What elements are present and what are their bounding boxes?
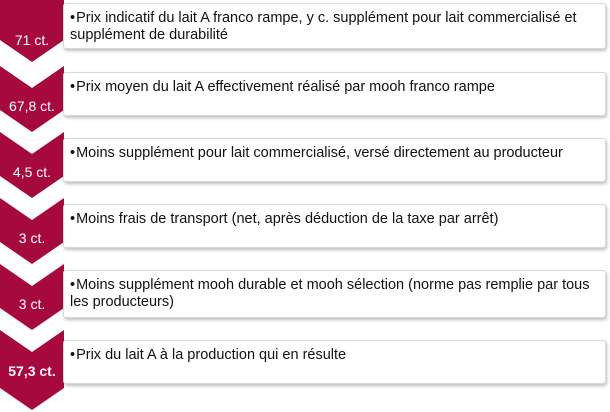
step-5-text: Moins supplément mooh durable et mooh sélection (norme pas remplie par tous les producteurs) — [70, 277, 590, 310]
step-3-box — [63, 138, 606, 182]
step-6-box — [63, 340, 606, 384]
bullet: • — [70, 211, 76, 227]
step-1-text: Prix indicatif du lait A franco rampe, y c. supplément pour lait commercialisé et supplément de durabilité — [70, 10, 577, 43]
bullet: • — [70, 145, 76, 161]
step-2-box — [63, 72, 606, 116]
step-6-value: 57,3 ct. — [8, 363, 56, 379]
step-2-text: Prix moyen du lait A effectivement réalisé par mooh franco rampe — [76, 79, 495, 95]
step-3-value: 4,5 ct. — [12, 164, 52, 180]
step-5-value: 3 ct. — [18, 296, 46, 312]
step-4-value: 3 ct. — [18, 230, 46, 246]
step-4-text: Moins frais de transport (net, après déduction de la taxe par arrêt) — [76, 211, 499, 227]
step-3-text: Moins supplément pour lait commercialisé, versé directement au producteur — [76, 145, 563, 161]
chevron-column — [0, 0, 64, 412]
step-5-box — [63, 270, 606, 318]
bullet: • — [70, 277, 76, 293]
step-1-value: 71 ct. — [14, 32, 50, 48]
step-6-text: Prix du lait A à la production qui en résulte — [76, 347, 347, 363]
step-2-value: 67,8 ct. — [9, 98, 55, 114]
bullet: • — [70, 10, 76, 26]
step-4-box — [63, 204, 606, 248]
bullet: • — [70, 347, 76, 363]
bullet: • — [70, 79, 76, 95]
chevron-step-1 — [0, 0, 64, 62]
step-1-box — [63, 3, 606, 49]
